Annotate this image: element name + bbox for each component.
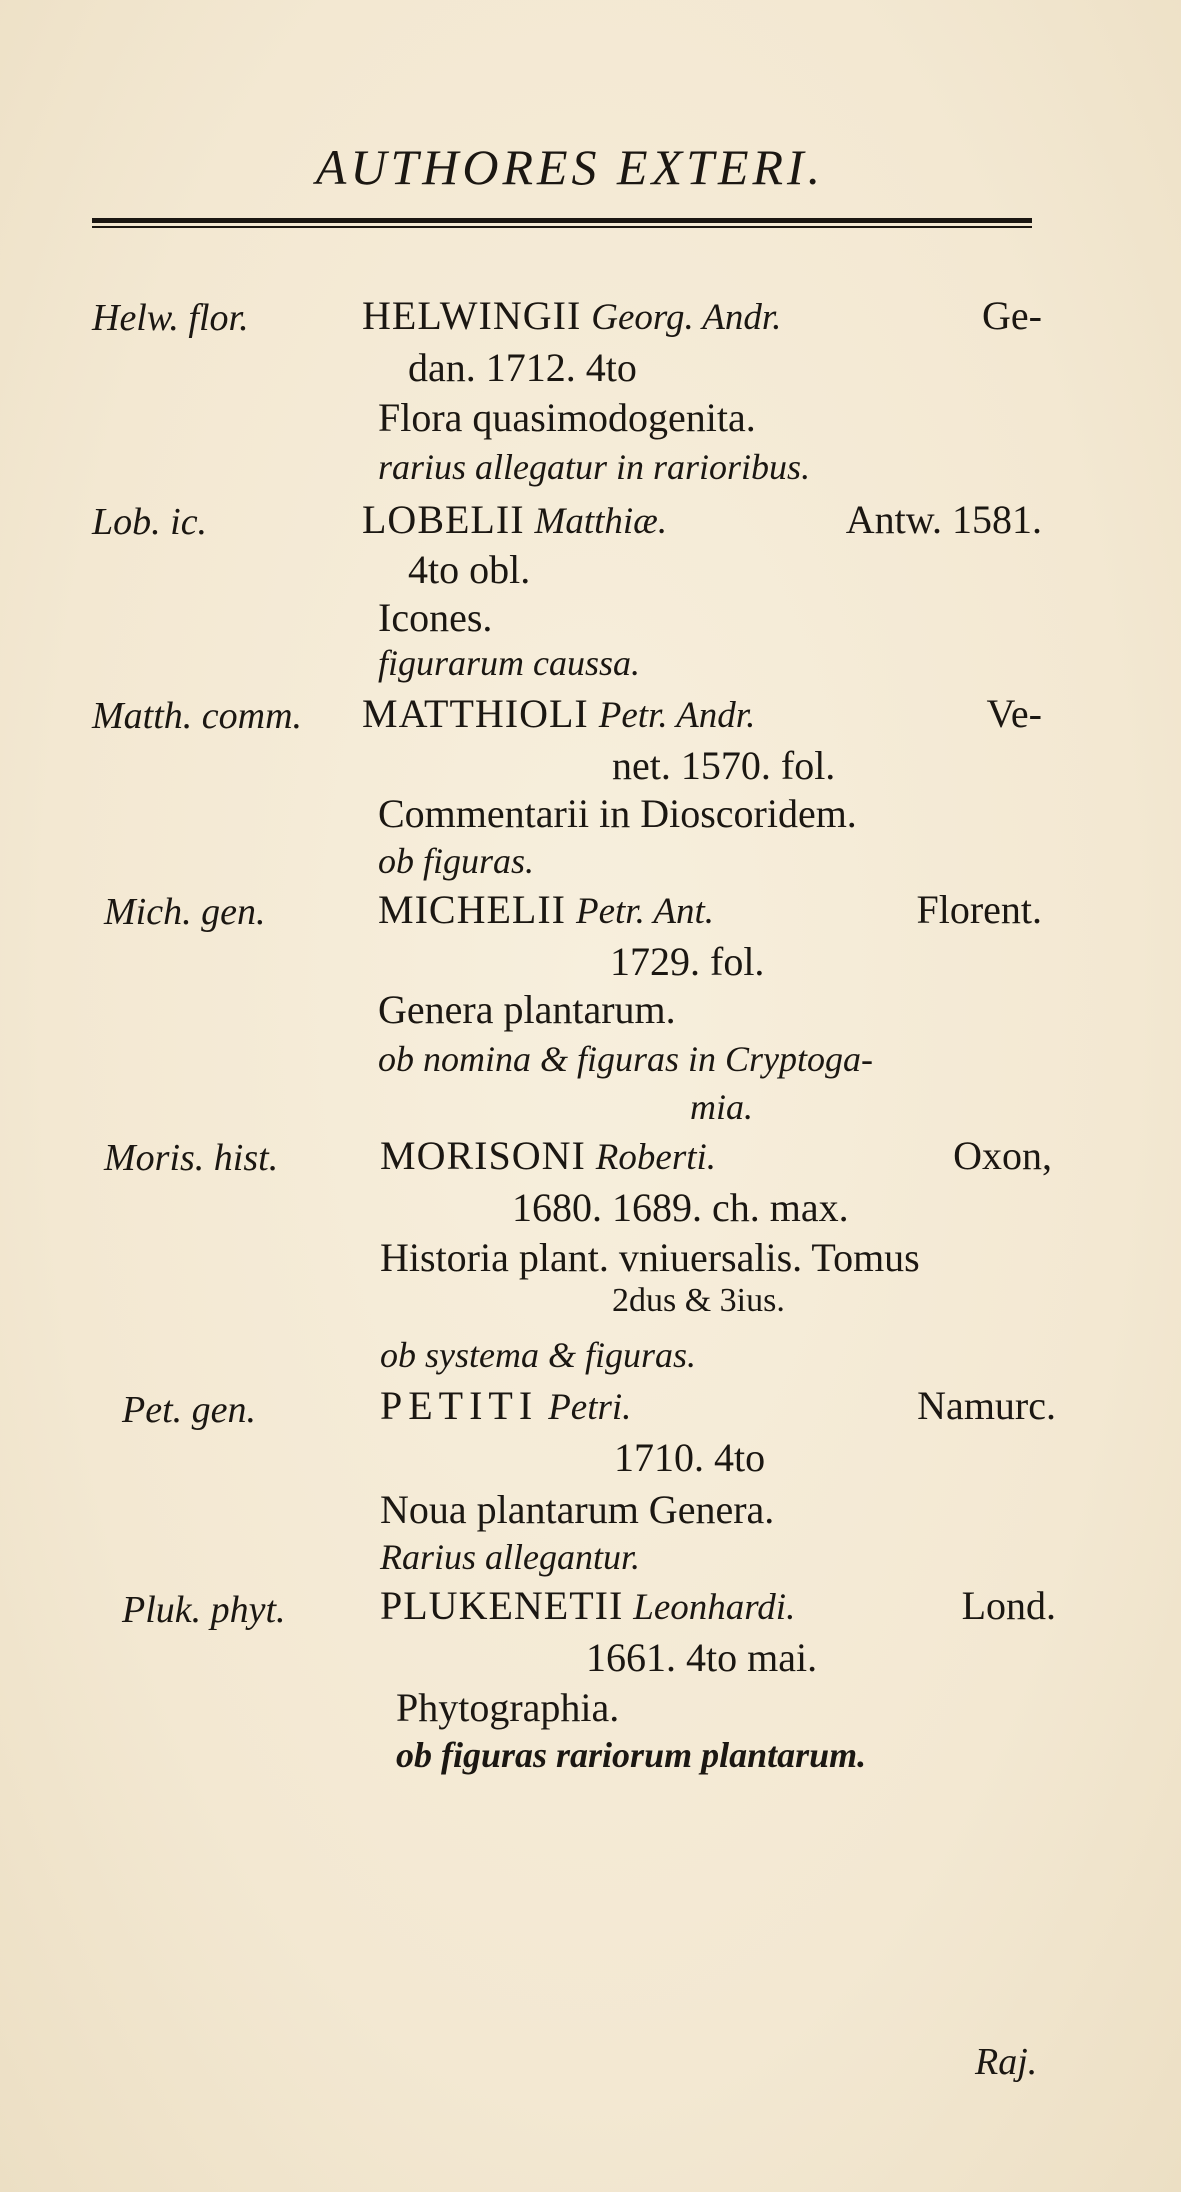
imprint-line: 4to obl.	[408, 547, 531, 592]
page-header: AUTHORES EXTERI.	[315, 139, 825, 195]
publication-place: Antw. 1581.	[845, 497, 1042, 542]
entry-headline	[362, 690, 1042, 737]
entry-abbreviation: Mich. gen.	[104, 891, 266, 933]
entry-headline	[362, 292, 1042, 339]
entry-headline	[380, 1582, 1056, 1629]
publication-place: Florent.	[916, 887, 1042, 932]
entry-headline	[380, 1382, 1056, 1429]
imprint-line: net. 1570. fol.	[612, 743, 836, 788]
publication-place: Ge-	[982, 293, 1042, 338]
entry-abbreviation: Matth. comm.	[92, 695, 303, 737]
author-name: LOBELII	[362, 497, 525, 542]
citation-note-continued: mia.	[690, 1087, 753, 1127]
publication-place: Ve-	[986, 691, 1042, 736]
author-name: MORISONI	[380, 1133, 586, 1178]
entry-headline	[378, 886, 1042, 933]
author-name: MICHELII	[378, 887, 566, 932]
author-given-name: Roberti.	[595, 1137, 717, 1178]
citation-note: rarius allegatur in rarioribus.	[378, 447, 811, 487]
citation-note: ob figuras rariorum plantarum.	[396, 1735, 867, 1775]
imprint-line: 1729. fol.	[610, 939, 765, 984]
entry-headline	[380, 1132, 1052, 1179]
entry-abbreviation: Pluk. phyt.	[122, 1589, 286, 1631]
publication-place: Oxon,	[953, 1133, 1052, 1178]
author-given-name: Petri.	[548, 1387, 632, 1428]
header-rule-thick	[92, 218, 1032, 223]
work-title: Flora quasimodogenita.	[378, 395, 756, 440]
header-rule-thin	[92, 226, 1032, 228]
citation-note: ob nomina & figuras in Cryptoga-	[378, 1039, 874, 1079]
work-title: Commentarii in Dioscoridem.	[378, 791, 857, 836]
entry-abbreviation: Moris. hist.	[104, 1137, 279, 1179]
author-given-name: Leonhardi.	[633, 1587, 796, 1628]
publication-place: Namurc.	[917, 1383, 1056, 1428]
author-given-name: Petr. Ant.	[575, 891, 715, 932]
author-name: MATTHIOLI	[362, 691, 589, 736]
entry-abbreviation: Helw. flor.	[92, 297, 249, 339]
entry-abbreviation: Lob. ic.	[92, 501, 208, 543]
author-given-name: Georg. Andr.	[591, 297, 782, 338]
catchword: Raj.	[975, 2041, 1038, 2083]
imprint-line: 1661. 4to mai.	[586, 1635, 818, 1680]
work-title: Phytographia.	[396, 1685, 620, 1730]
imprint-line: 1680. 1689. ch. max.	[512, 1185, 849, 1230]
imprint-line: dan. 1712. 4to	[408, 345, 637, 390]
entry-headline	[362, 496, 1042, 543]
author-given-name: Petr. Andr.	[598, 695, 756, 736]
work-title: Historia plant. vniuersalis. Tomus	[380, 1235, 920, 1280]
work-title-continued: 2dus & 3ius.	[612, 1282, 785, 1319]
author-given-name: Matthiæ.	[534, 501, 668, 542]
author-name: HELWINGII	[362, 293, 582, 338]
entry-abbreviation: Pet. gen.	[122, 1389, 257, 1431]
work-title: Genera plantarum.	[378, 987, 676, 1032]
author-name: PLUKENETII	[380, 1583, 624, 1628]
citation-note: ob systema & figuras.	[380, 1335, 697, 1375]
citation-note: figurarum caussa.	[378, 643, 641, 683]
publication-place: Lond.	[961, 1583, 1056, 1628]
work-title: Icones.	[378, 595, 493, 640]
citation-note: ob figuras.	[378, 841, 535, 881]
author-name: PETITI	[380, 1383, 539, 1428]
imprint-line: 1710. 4to	[614, 1435, 766, 1480]
work-title: Noua plantarum Genera.	[380, 1487, 775, 1532]
citation-note: Rarius allegantur.	[380, 1537, 641, 1577]
